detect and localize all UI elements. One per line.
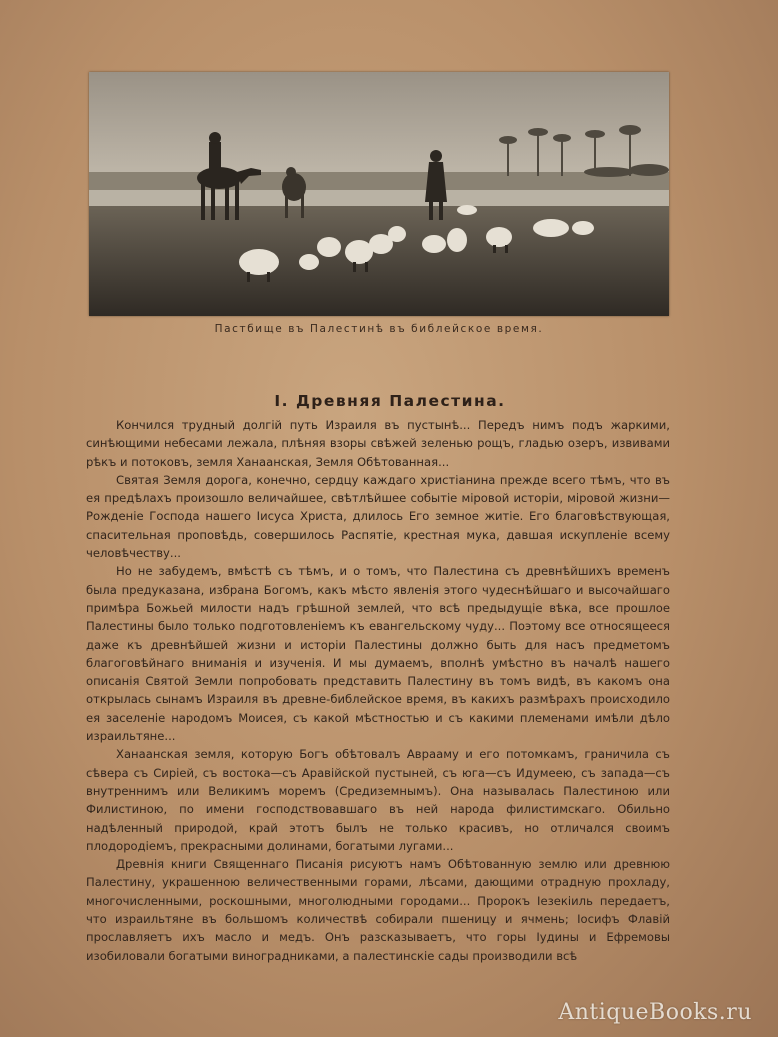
paragraph: Но не забудемъ, вмѣстѣ съ тѣмъ, и о томъ, что Палестина съ древнѣйшихъ временъ была предуказана, избрана Богомъ, какъ мѣсто явленія этого чудеснѣйшаго и высочайшаго примѣра Божьей милости надъ грѣшной землей, что всѣ предыдущіе вѣка, все прошлое Палестины было только подготовленіемъ къ евангельскому чуду... Поэтому все относящееся даже къ древнѣйшей жизни и исторіи Палестины должно быть для насъ предметомъ благоговѣйнаго вниманія и изученія. И мы думаемъ, вполнѣ умѣстно въ началѣ нашего описанія Святой Земли попробовать представить Палестину въ томъ видѣ, въ какомъ она открылась сынамъ Израиля въ древне-библейское время, въ какихъ размѣрахъ происходило ея заселеніе народомъ Моисея, съ какой мѣстностью и съ какими племенами имѣли дѣло израильтяне...	[86, 564, 670, 744]
illustration-caption: Пастбище въ Палестинѣ въ библейское время.	[214, 323, 544, 335]
paragraph: Ханаанская земля, которую Богъ обѣтовалъ Авраaму и его потомкамъ, граничила съ сѣвера съ Сиріей, съ востока—съ Аравійской пустыней, съ юга—съ Идумеею, съ запада—съ внутреннимъ или Великимъ моремъ (Средиземнымъ). Она называлась Палестиною или Филистиною, по имени господствовавшаго въ ней народа филистимскаго. Обильно надѣленный природой, край этотъ былъ не только красивъ, но отличался своимъ плодородіемъ, прекрасными долинами, богатыми лугами...	[86, 747, 670, 853]
paragraph: Древнія книги Священнаго Писанія рисуютъ намъ Обѣтованную землю или древнюю Палестину, украшенною величественными горами, лѣсами, дающими отрадную прохладу, многочисленными, роскошными, многолюдными городами... Пророкъ Іезекіиль передаетъ, что израильтяне въ большомъ количествѣ собирали пшеницу и ячмень; Іосифъ Флавій прославляетъ ихъ масло и медъ. Онъ разсказываетъ, что горы Іудины и Ефремовы изобиловали богатыми виноградниками, а палестинскіе сады производили всѣ	[86, 857, 670, 963]
pasture-illustration-drawing	[89, 72, 669, 316]
site-watermark: AntiqueBooks.ru	[558, 1000, 752, 1025]
body-text	[86, 416, 670, 965]
section-heading: I. Древняя Палестина.	[274, 392, 506, 410]
paragraph: Святая Земля дорога, конечно, сердцу каждаго христіанина прежде всего тѣмъ, что въ ея предѣлахъ произошло величайшее, свѣтлѣйшее событіе міровой исторіи, міровой жизни—Рожденіе Господа нашего Іисуса Христа, длилось Его земное житіе. Его благовѣствующая, спасительная проповѣдь, совершилось Распятіе, крестная мука, давшая искупленіе всему человѣчеству...	[86, 472, 670, 561]
pasture-illustration	[89, 72, 669, 316]
paragraph: Кончился трудный долгій путь Израиля въ пустынѣ... Передъ нимъ подъ жаркими, синѣющими небесами лежала, плѣняя взоры свѣжей зеленью рощъ, гладью озеръ, извивами рѣкъ и потоковъ, земля Ханаанская, Земля Обѣтованная...	[86, 418, 670, 469]
